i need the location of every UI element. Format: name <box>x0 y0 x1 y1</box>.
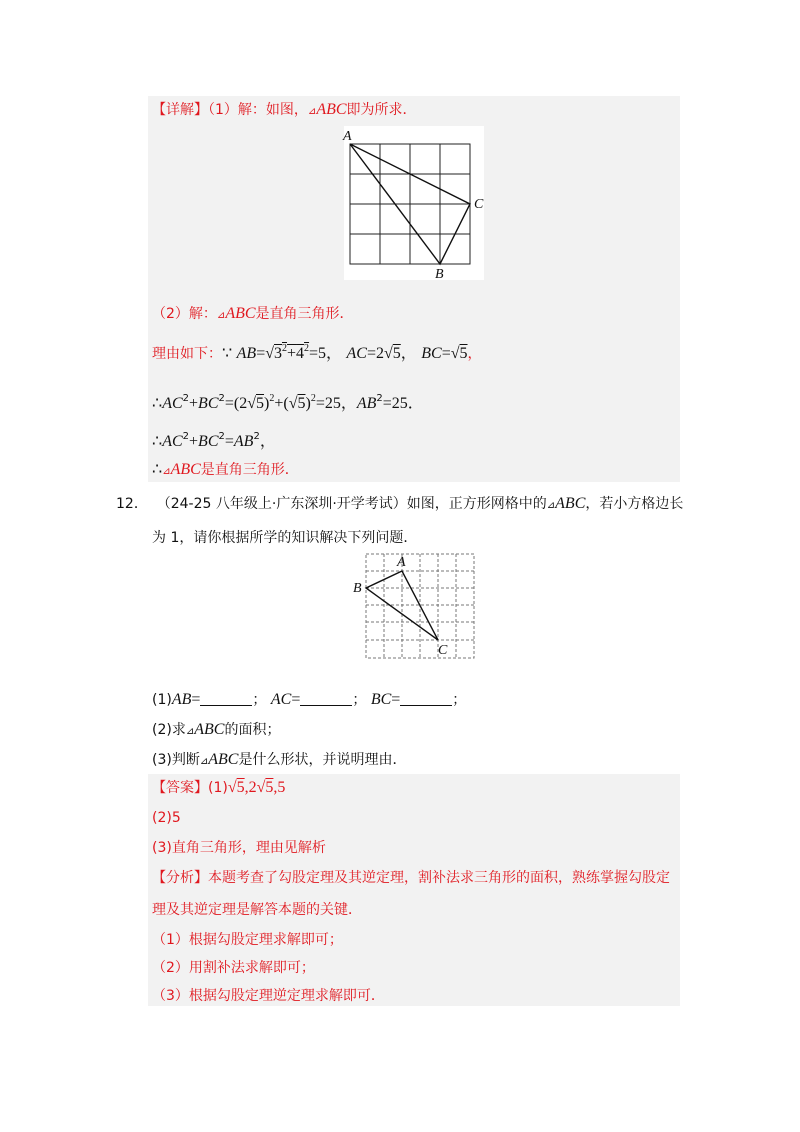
label-c: C <box>474 197 484 212</box>
label-c-2: C <box>438 643 448 658</box>
answer-1: 【答案】(1)√5,2√5,5 <box>152 779 286 796</box>
grid-figure-2 <box>350 550 480 662</box>
blank-ac[interactable] <box>300 691 352 706</box>
solution-conclude-1: $\therefore AC^2+BC^2=AB^2$， <box>152 431 276 450</box>
analysis-step-2: （2）用割补法求解即可； <box>152 960 315 976</box>
answer-2: (2)5 <box>152 810 181 826</box>
question-12-line-2: 为 1，请你根据所学的知识解决下列问题． <box>152 530 418 546</box>
analysis-step-3: （3）根据勾股定理逆定理求解即可． <box>152 988 385 1004</box>
question-12-line-1: 12． （24-25 八年级上·广东深圳·开学考试）如图，正方形网格中的⊿ABC，若小方格边长 <box>116 495 684 512</box>
solution-part2: （2）解：⊿ABC是直角三角形． <box>152 305 354 322</box>
solution-conclude-2: ∴⊿ABC是直角三角形． <box>152 461 299 478</box>
label-a: A <box>343 129 352 144</box>
sub-question-2: (2)求⊿ABC的面积； <box>152 721 281 738</box>
solution-reason: 理由如下：∵ $AB=√3^2+4^2=5$， AC=2√5， BC=√5， <box>152 343 482 362</box>
label-b-2: B <box>353 581 362 596</box>
analysis-step-1: （1）根据勾股定理求解即可； <box>152 932 343 948</box>
blank-ab[interactable] <box>200 691 252 706</box>
label-b: B <box>435 267 444 282</box>
analysis-line-1: 【分析】本题考查了勾股定理及其逆定理，割补法求三角形的面积，熟练掌握勾股定 <box>152 870 670 886</box>
solution-sum: $\therefore AC^2+BC^2=(2√5)^2+(√5)^2=25$，$AB^2=25$． <box>152 393 424 412</box>
grid-figure-1 <box>340 124 490 284</box>
label-a-2: A <box>397 555 406 570</box>
answer-3: (3)直角三角形，理由见解析 <box>152 840 326 856</box>
sub-question-3: (3)判断⊿ABC是什么形状，并说明理由． <box>152 751 407 768</box>
solution-part1: 【详解】（1）解：如图，⊿ABC即为所求． <box>152 101 417 118</box>
sub-question-1: (1)AB= ； AC= ； BC= ； <box>152 691 467 708</box>
analysis-line-2: 理及其逆定理是解答本题的关键． <box>152 902 362 918</box>
blank-bc[interactable] <box>400 691 452 706</box>
